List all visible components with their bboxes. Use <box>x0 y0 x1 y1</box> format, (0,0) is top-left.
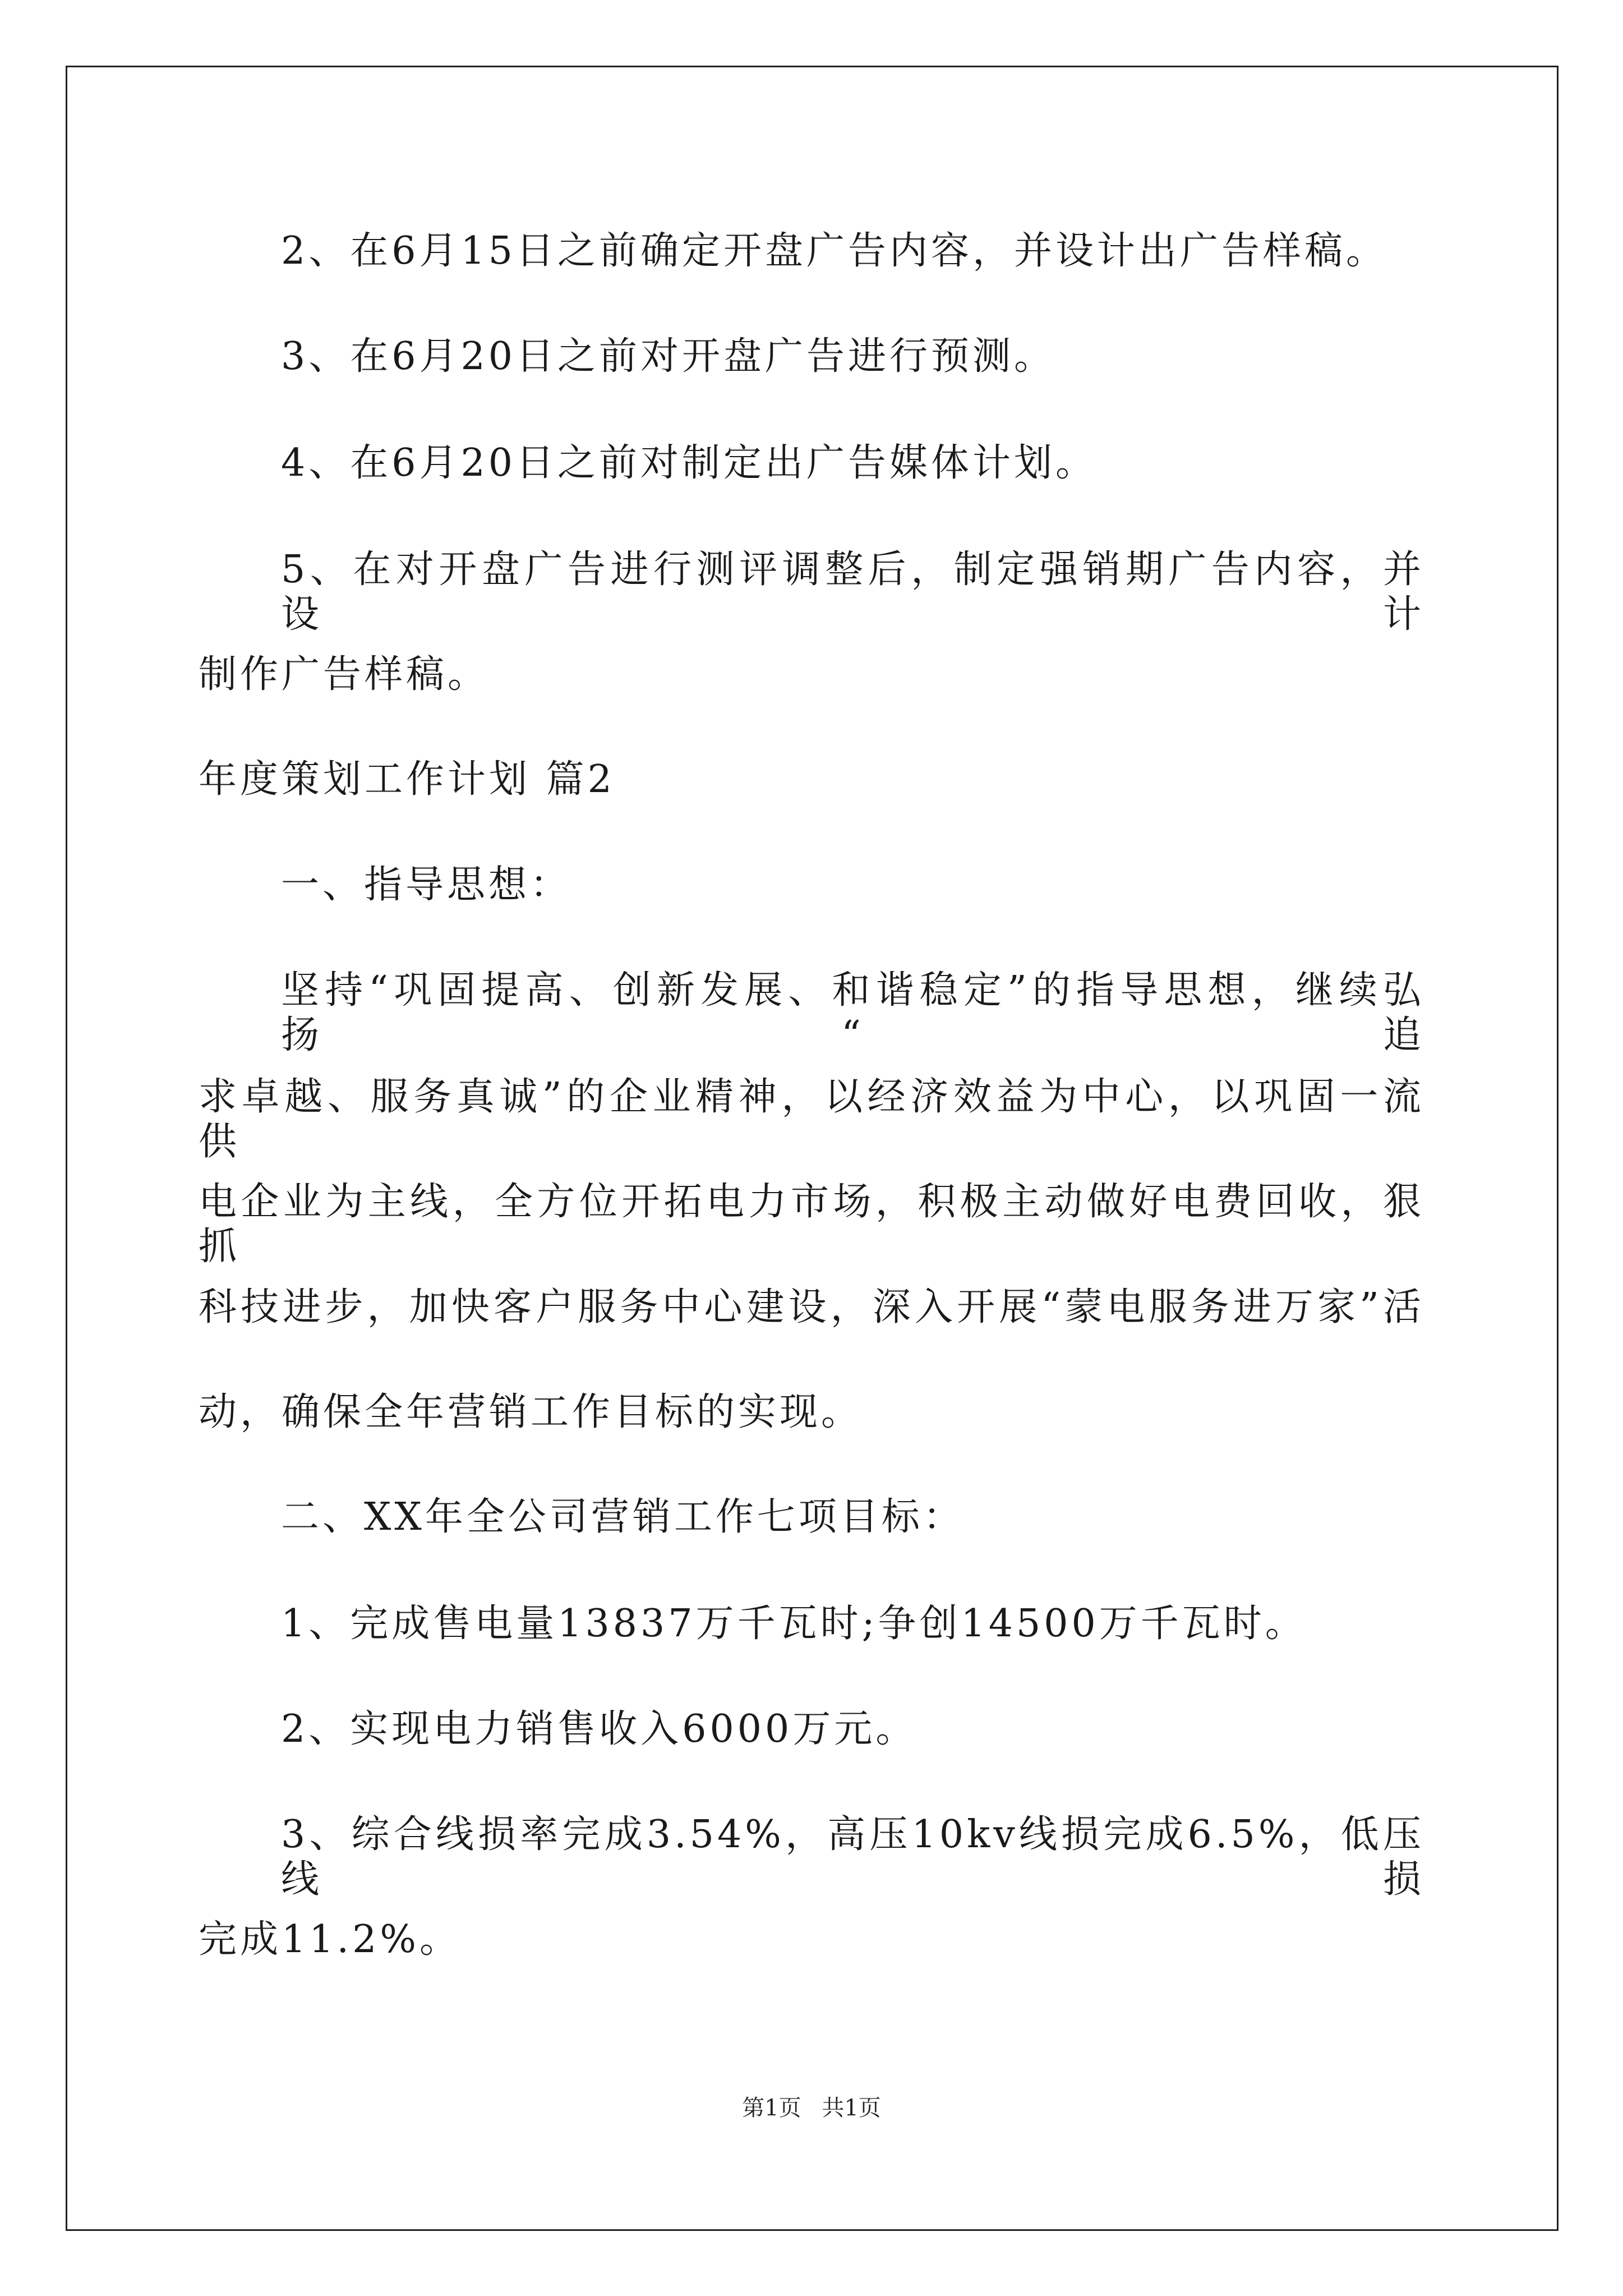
paragraph-line: 电企业为主线，全方位开拓电力市场，积极主动做好电费回收，狠抓 <box>199 1180 1424 1269</box>
page-total: 共1页 <box>822 2095 881 2121</box>
paragraph-line: 求卓越、服务真诚”的企业精神，以经济效益为中心，以巩固一流供 <box>199 1075 1424 1164</box>
paragraph-line: 2、在6月15日之前确定开盘广告内容，并设计出广告样稿。 <box>281 229 1388 273</box>
paragraph-line: 完成11.2%。 <box>199 1917 462 1962</box>
paragraph-line: 动，确保全年营销工作目标的实现。 <box>199 1390 863 1434</box>
page-footer <box>0 2094 1623 2122</box>
paragraph-line: 3、综合线损率完成3.54%，高压10kv线损完成6.5%，低压线损 <box>281 1812 1424 1902</box>
section-heading: 年度策划工作计划 篇2 <box>199 757 615 802</box>
paragraph-line: 3、在6月20日之前对开盘广告进行预测。 <box>281 334 1056 379</box>
paragraph-line: 1、完成售电量13837万千瓦时;争创14500万千瓦时。 <box>281 1602 1307 1646</box>
paragraph-line: 2、实现电力销售收入6000万元。 <box>281 1707 917 1751</box>
paragraph-line: 科技进步，加快客户服务中心建设，深入开展“蒙电服务进万家”活 <box>199 1285 1424 1329</box>
paragraph-line: 5、在对开盘广告进行测评调整后，制定强销期广告内容，并设计 <box>281 547 1424 637</box>
paragraph-line: 制作广告样稿。 <box>199 652 490 697</box>
page-number: 第1页 <box>742 2095 801 2121</box>
paragraph-line: 4、在6月20日之前对制定出广告媒体计划。 <box>281 441 1098 485</box>
subsection-heading: 一、指导思想： <box>281 863 572 907</box>
paragraph-line: 坚持“巩固提高、创新发展、和谐稳定”的指导思想，继续弘扬“追 <box>281 968 1424 1057</box>
subsection-heading: 二、XX年全公司营销工作七项目标： <box>281 1495 965 1539</box>
